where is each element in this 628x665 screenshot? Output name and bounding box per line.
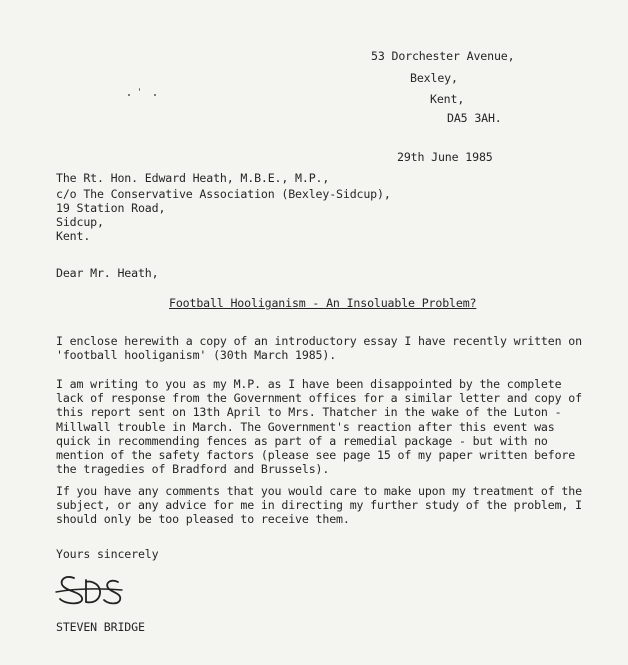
recipient-town: Sidcup, bbox=[56, 215, 104, 229]
paragraph-1: I enclose herewith a copy of an introductory essay I have recently written on 'football hooliganism' (30th March 1985). bbox=[56, 334, 582, 363]
recipient-care-of: c/o The Conservative Association (Bexley-Sidcup), bbox=[56, 187, 391, 201]
paper-speck bbox=[154, 94, 156, 96]
sender-street: 53 Dorchester Avenue, bbox=[371, 49, 515, 63]
signatory-name: STEVEN BRIDGE bbox=[56, 620, 145, 634]
recipient-county: Kent. bbox=[56, 229, 91, 243]
paragraph-2: I am writing to you as my M.P. as I have been disappointed by the complete lack of response from the Government offices for a similar letter and copy of this report sent on 13th April to Mrs. Thatcher in the wake of the Luton - Millwall trouble in March. The Government's reaction after this event was quick in recommending fences as part of a remedial package - but with no mention of the safety factors (please see page 15 of my paper written before the tragedies of Bradford and Brussels). bbox=[56, 377, 582, 477]
paragraph-3: If you have any comments that you would care to make upon my treatment of the subject, or any advice for me in directing my further study of the problem, I should only be too pleased to receive them. bbox=[56, 484, 582, 527]
closing: Yours sincerely bbox=[56, 547, 159, 561]
recipient-name: The Rt. Hon. Edward Heath, M.B.E., M.P., bbox=[56, 171, 330, 185]
paper-speck bbox=[128, 94, 130, 96]
sender-postcode: DA5 3AH. bbox=[447, 111, 502, 125]
recipient-street: 19 Station Road, bbox=[56, 201, 166, 215]
letter-date: 29th June 1985 bbox=[397, 150, 493, 164]
subject-line: Football Hooliganism - An Insoluable Problem? bbox=[169, 296, 477, 310]
salutation: Dear Mr. Heath, bbox=[56, 266, 159, 280]
handwritten-signature bbox=[52, 572, 126, 612]
paper-speck bbox=[139, 88, 140, 91]
sender-town: Bexley, bbox=[410, 71, 458, 85]
sender-county: Kent, bbox=[430, 92, 465, 106]
